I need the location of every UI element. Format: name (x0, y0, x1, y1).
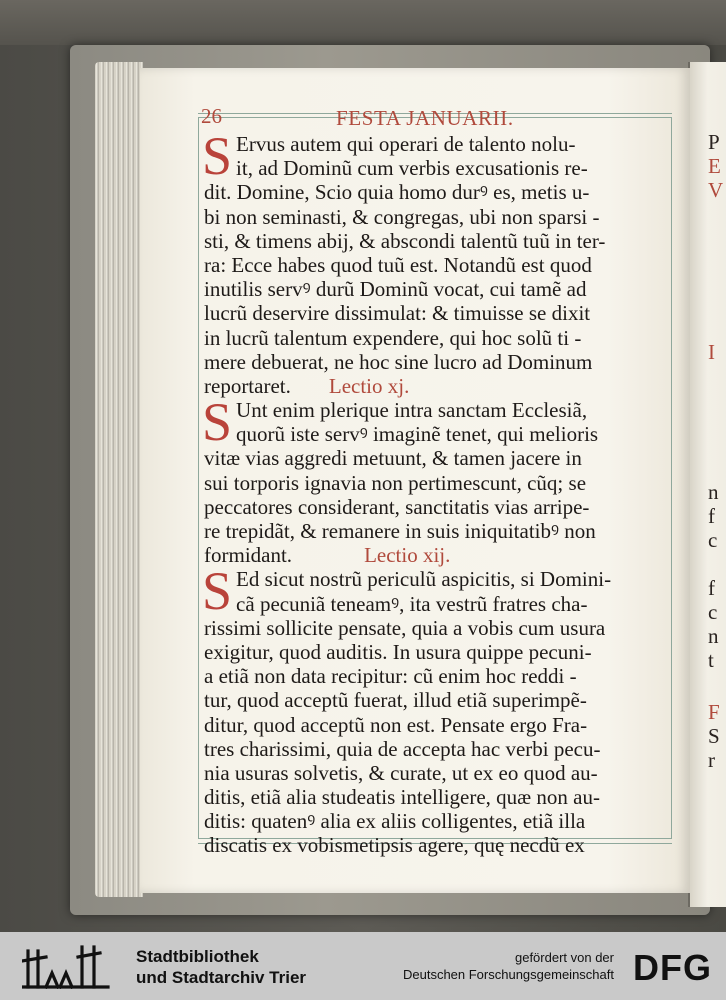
facing-page-fragment: f (708, 504, 715, 528)
dfg-logo: DFG (633, 947, 712, 988)
footer-bar (0, 932, 726, 1000)
text-line: in lucrũ talentum expendere, qui hoc solũ ti - (204, 325, 582, 350)
text-line: sti, & timens abij, & abscondi talentũ tuũ in ter- (204, 228, 606, 253)
facing-page-fragment: c (708, 600, 718, 624)
facing-page-fragment: t (708, 648, 714, 672)
facing-page-fragment: I (708, 340, 715, 364)
drop-initial: S (202, 561, 233, 622)
text-line (204, 374, 668, 398)
drop-initial: S (202, 392, 233, 453)
library-name-line: und Stadtarchiv Trier (136, 968, 307, 987)
text-line: discatis ex vobismetipsis agere, quę necdũ ex (204, 833, 585, 858)
page-edges (95, 62, 143, 897)
text-line: nia usuras solvetis, & curate, ut ex eo quod au- (204, 760, 598, 785)
funding-note-line: Deutschen Forschungsgemeinschaft (402, 967, 614, 982)
facing-page-fragment: c (708, 528, 718, 552)
facing-page-fragment: r (708, 748, 715, 772)
text-line: mere debuerat, ne hoc sine lucro ad Dominum (204, 349, 593, 374)
text-line: bi non seminasti, & congregas, ubi non sparsi - (204, 204, 600, 229)
library-logo-icon (22, 943, 112, 989)
text-line-end: formidant. (204, 543, 293, 568)
text-line: inutilis servꝰ durũ Dominũ vocat, cui tamẽ ad (204, 277, 587, 302)
text-line: tur, quod acceptũ fuerat, illud etiã superimpẽ- (204, 688, 587, 713)
paragraph (202, 561, 668, 858)
facing-page-fragment: f (708, 576, 715, 600)
page-number: 26 (201, 104, 222, 128)
text-line: ditis: quatenꝰ alia ex aliis colligentes, etiã illa (204, 809, 586, 834)
facing-page-fragment: n (708, 624, 719, 648)
text-line: ditur, quod acceptũ non est. Pensate ergo Fra- (204, 712, 588, 737)
text-line: ditis, etiã alia studeatis intelligere, quæ non au- (204, 785, 600, 810)
background-board (0, 0, 726, 45)
text-line: quorũ iste servꝰ imaginẽ tenet, qui melioris (236, 422, 599, 447)
lectio-heading: Lectio xj. (328, 373, 410, 398)
text-line-end: reportaret. (204, 373, 291, 398)
facing-page-fragment: S (708, 724, 720, 748)
running-head: FESTA JANUARII. (336, 106, 514, 130)
drop-initial: S (202, 126, 233, 186)
library-name-line: Stadtbibliothek (136, 947, 259, 966)
text-line (204, 543, 668, 567)
lectio-heading: Lectio xij. (364, 543, 451, 568)
facing-page-fragment: n (708, 480, 719, 504)
text-line: tres charissimi, quia de accepta hac verbi pecu- (204, 736, 601, 761)
facing-page (688, 62, 726, 907)
text-line: cã pecuniã teneamꝰ, ita vestrũ fratres cha- (236, 591, 588, 616)
paragraph (202, 392, 668, 568)
text-line: rissimi sollicite pensate, quia a vobis cum usura (204, 615, 606, 640)
text-line: ra: Ecce habes quod tuũ est. Notandũ est quod (204, 252, 592, 277)
facing-page-fragment: E (708, 154, 721, 178)
funding-note (403, 949, 614, 983)
facing-page-fragment: P (708, 130, 720, 154)
text-line: vitæ vias aggredi metuunt, & tamen jacere in (204, 446, 582, 471)
facing-page-fragment: F (708, 700, 720, 724)
paragraph (202, 126, 668, 398)
text-line: exigitur, quod auditis. In usura quippe pecuni- (204, 639, 592, 664)
text-line: Unt enim plerique intra sanctam Ecclesiã, (236, 398, 588, 423)
text-line: it, ad Dominũ cum verbis excusationis re- (236, 156, 588, 181)
funding-note-line: gefördert von der (514, 950, 614, 965)
text-line: sui torporis ignavia non pertimescunt, cũq; se (204, 470, 587, 495)
library-name (136, 946, 306, 988)
text-line: a etiã non data recipitur: cũ enim hoc reddi - (204, 664, 577, 689)
text-line: Ed sicut nostrũ periculũ aspicitis, si Domini- (236, 567, 612, 592)
text-line: lucrũ deservire dissimulat: & timuisse se dixit (204, 301, 591, 326)
text-line: re trepidãt, & remanere in suis iniquitatibꝰ non (204, 519, 596, 543)
text-line: Ervus autem qui operari de talento nolu- (236, 132, 576, 156)
text-line: dit. Domine, Scio quia homo durꝰ es, metis u- (204, 180, 590, 205)
text-line: peccatores considerant, sanctitatis vias arripe- (204, 494, 590, 519)
facing-page-fragment: V (708, 178, 724, 202)
text-column (202, 126, 668, 858)
